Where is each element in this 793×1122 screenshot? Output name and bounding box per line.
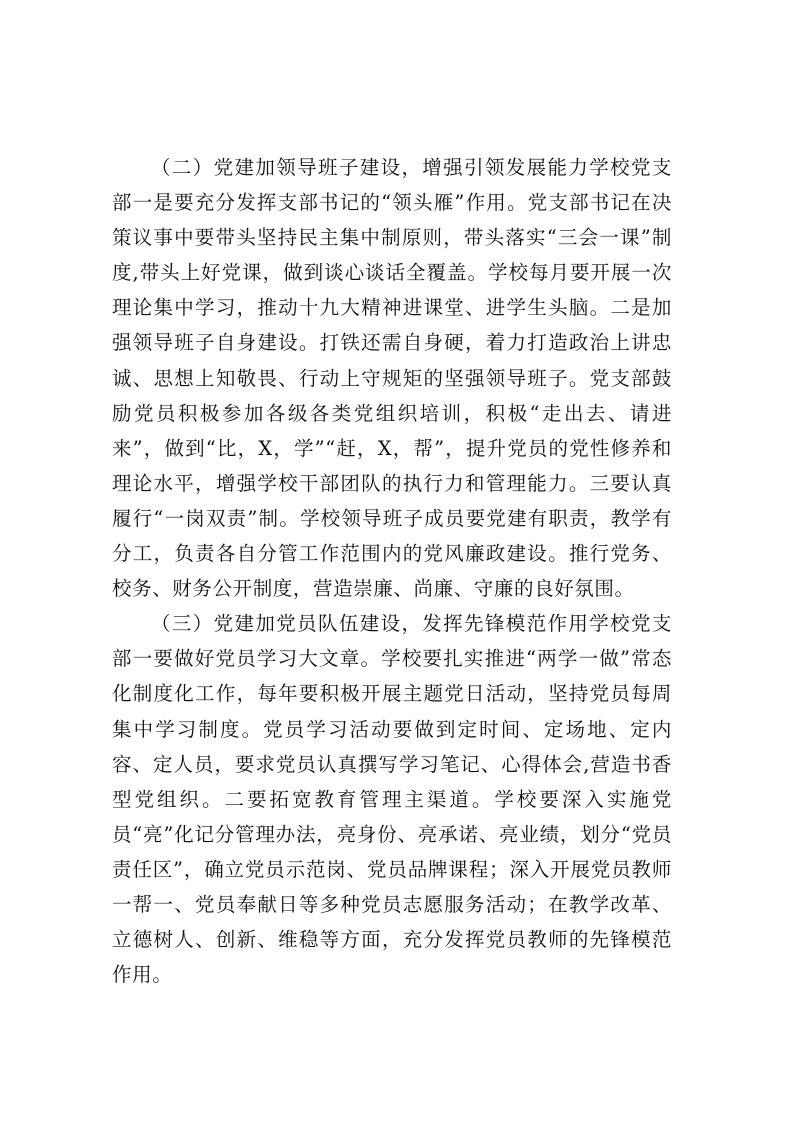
document-body [112, 150, 672, 992]
paragraph-leadership-team: （二）党建加领导班子建设，增强引领发展能力学校党支部一是要充分发挥支部书记的“领头雁”作用。党支部书记在决策议事中要带头坚持民主集中制原则，带头落实“三会一课”制度,带头上好党课，做到谈心谈话全覆盖。学校每月要开展一次理论集中学习，推动十九大精神进课堂、进学生头脑。二是加强领导班子自身建设。打铁还需自身硬，着力打造政治上讲忠诚、思想上知敬畏、行动上守规矩的坚强领导班子。党支部鼓励党员积极参加各级各类党组织培训，积极“走出去、请进来”，做到“比，X，学”“赶，X，帮”，提升党员的党性修养和理论水平，增强学校干部团队的执行力和管理能力。三要认真履行“一岗双责”制。学校领导班子成员要党建有职责，教学有分工，负责各自分管工作范围内的党风廉政建设。推行党务、校务、财务公开制度，营造崇廉、尚廉、守廉的良好氛围。 [112, 156, 672, 601]
paragraph-party-members: （三）党建加党员队伍建设，发挥先锋模范作用学校党支部一要做好党员学习大文章。学校要扎实推进“两学一做”常态化制度化工作，每年要积极开展主题党日活动，坚持党员每周集中学习制度。党员学习活动要做到定时间、定场地、定内容、定人员，要求党员认真撰写学习笔记、心得体会,营造书香型党组织。二要拓宽教育管理主渠道。学校要深入实施党员“亮”化记分管理办法，亮身份、亮承诺、亮业绩，划分“党员责任区”，确立党员示范岗、党员品牌课程；深入开展党员教师一帮一、党员奉献日等多种党员志愿服务活动；在教学改革、立德树人、创新、维稳等方面，充分发挥党员教师的先锋模范作用。 [112, 612, 672, 987]
